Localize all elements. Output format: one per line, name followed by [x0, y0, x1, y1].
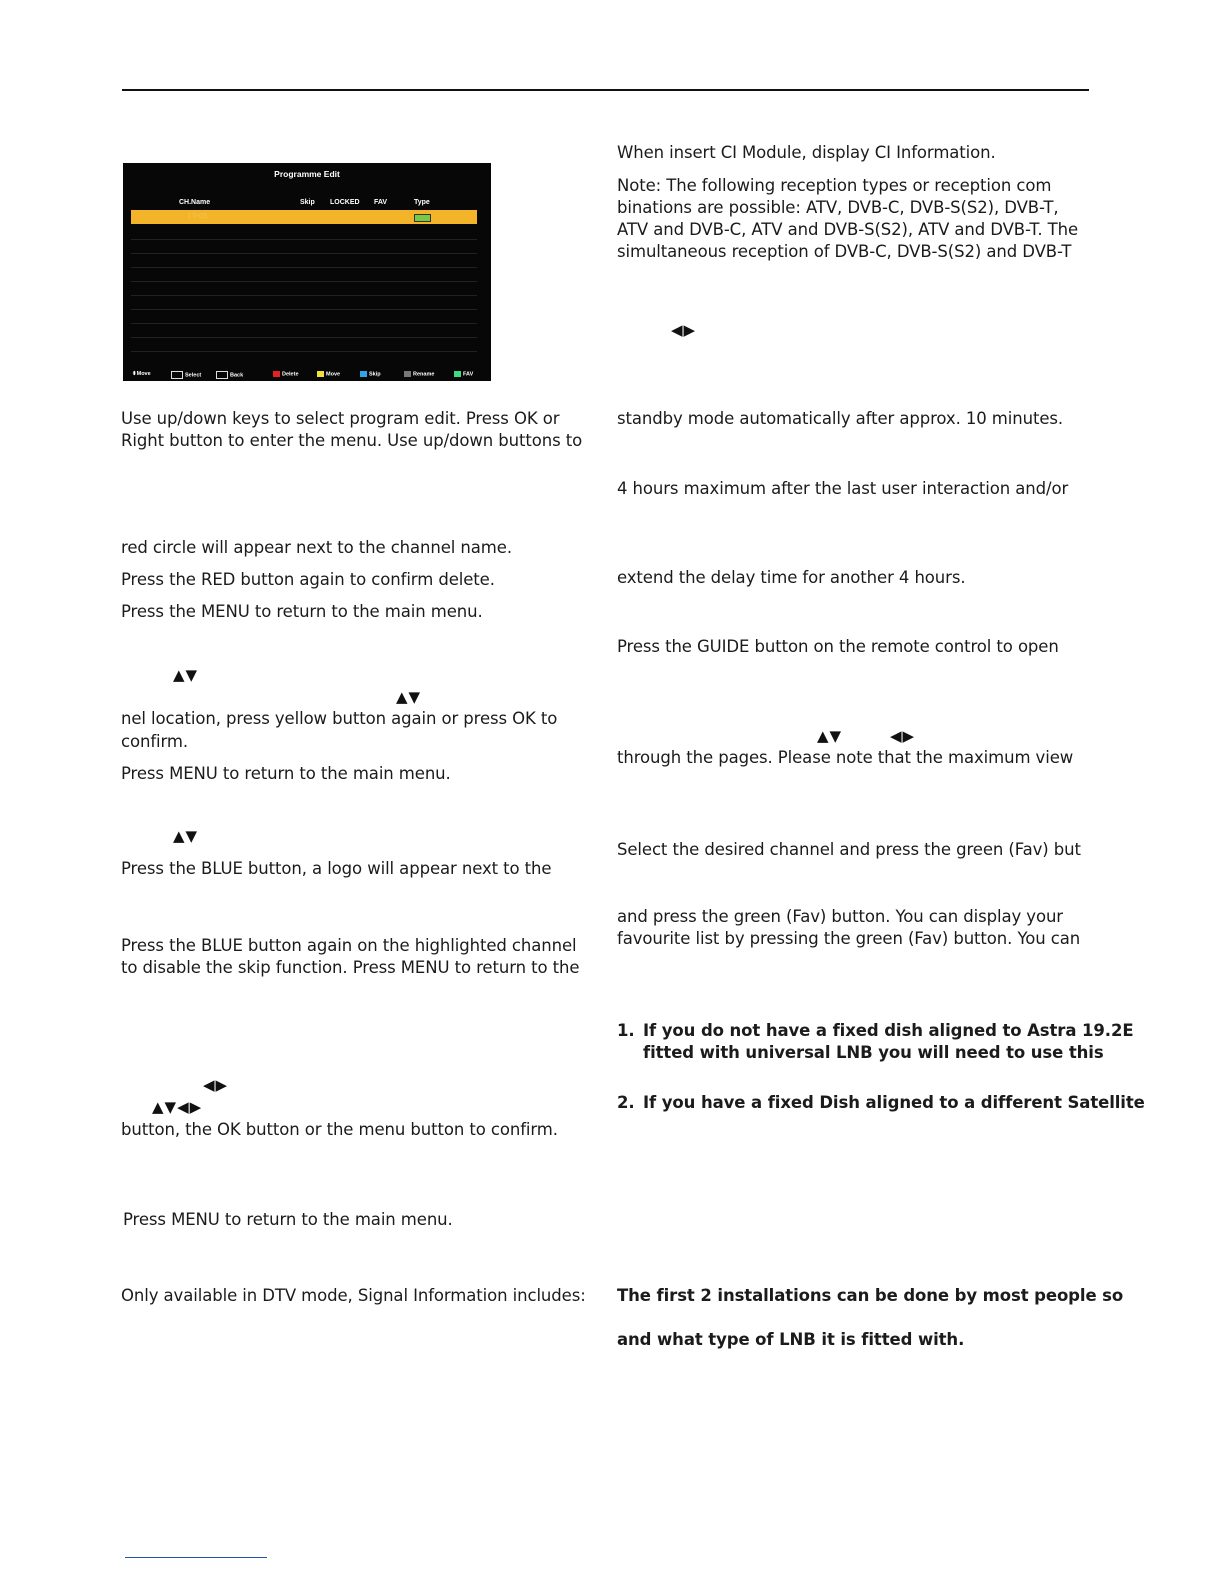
tv-footer-move: ⬍Move — [132, 371, 151, 377]
right-paragraph: standby mode automatically after approx. 10 minutes. — [617, 409, 1064, 428]
tv-footer-select: Select — [171, 371, 201, 379]
left-paragraph: Use up/down keys to select program edit. Press OK or — [121, 409, 560, 428]
left-paragraph: Press the RED button again to confirm delete. — [121, 570, 495, 589]
right-paragraph: Note: The following reception types or reception com — [617, 176, 1052, 195]
right-paragraph: simultaneous reception of DVB-C, DVB-S(S2) and DVB-T — [617, 242, 1072, 261]
right-paragraph: extend the delay time for another 4 hours. — [617, 568, 966, 587]
right-bold-paragraph: The first 2 installations can be done by most people so — [617, 1286, 1124, 1305]
tv-header-chname: CH.Name — [179, 199, 211, 206]
right-paragraph: favourite list by pressing the green (Fav) button. You can — [617, 929, 1081, 948]
left-paragraph: nel location, press yellow button again or press OK to — [121, 709, 558, 728]
tv-footer-back: Back — [216, 371, 243, 379]
right-paragraph: binations are possible: ATV, DVB-C, DVB-S(S2), DVB-T, — [617, 198, 1059, 217]
tv-row-divider — [131, 309, 477, 310]
tv-row-divider — [131, 281, 477, 282]
left-paragraph: to disable the skip function. Press MENU to return to the — [121, 958, 580, 977]
left-paragraph: Press MENU to return to the main menu. — [121, 764, 451, 783]
up-down-arrow-icon: ▲▼ — [173, 666, 199, 684]
up-down-arrow-icon: ▲▼ — [396, 688, 422, 706]
list-number: 1. — [617, 1021, 635, 1040]
header-rule — [122, 89, 1089, 91]
tv-type-badge — [414, 214, 431, 222]
left-paragraph: Press the BLUE button again on the highlighted channel — [121, 936, 577, 955]
tv-footer-rename: Rename — [404, 371, 434, 377]
programme-edit-screenshot — [123, 163, 491, 381]
left-right-arrow-icon: ◀▶ — [203, 1076, 229, 1094]
tv-selected-name: 1 0-03 — [187, 213, 207, 220]
tv-header-type: Type — [414, 199, 430, 206]
left-paragraph: Only available in DTV mode, Signal Information includes: — [121, 1286, 586, 1305]
tv-footer-delete: Delete — [273, 371, 299, 377]
left-paragraph: Press MENU to return to the main menu. — [123, 1210, 453, 1229]
list-number: 2. — [617, 1093, 635, 1112]
tv-row-divider — [131, 323, 477, 324]
tv-row-divider — [131, 337, 477, 338]
tv-footer-move-yellow: Move — [317, 371, 340, 377]
tv-row-divider — [131, 351, 477, 352]
tv-title: Programme Edit — [274, 169, 340, 179]
tv-row-divider — [131, 239, 477, 240]
right-paragraph: ATV and DVB-C, ATV and DVB-S(S2), ATV and DVB-T. The — [617, 220, 1079, 239]
right-paragraph: through the pages. Please note that the maximum view — [617, 748, 1074, 767]
list-item-text: fitted with universal LNB you will need to use this — [643, 1043, 1104, 1062]
left-paragraph: Press the BLUE button, a logo will appear next to the — [121, 859, 552, 878]
up-down-arrow-icon: ▲▼ — [817, 727, 843, 745]
tv-row-divider — [131, 267, 477, 268]
tv-footer-fav: FAV — [454, 371, 473, 377]
tv-header-fav: FAV — [374, 199, 388, 206]
left-right-arrow-icon: ◀▶ — [890, 727, 916, 745]
list-item-text: If you do not have a fixed dish aligned to Astra 19.2E — [643, 1021, 1134, 1040]
tv-header-locked: LOCKED — [330, 199, 360, 206]
left-right-arrow-icon: ◀▶ — [671, 321, 697, 339]
four-way-arrow-icon: ▲▼◀▶ — [152, 1098, 203, 1116]
right-paragraph: Press the GUIDE button on the remote control to open — [617, 637, 1059, 656]
left-paragraph: red circle will appear next to the channel name. — [121, 538, 512, 557]
right-paragraph: When insert CI Module, display CI Information. — [617, 143, 996, 162]
tv-header-skip: Skip — [300, 199, 315, 206]
right-paragraph: Select the desired channel and press the green (Fav) but — [617, 840, 1081, 859]
tv-footer-skip: Skip — [360, 371, 381, 377]
right-bold-paragraph: and what type of LNB it is fitted with. — [617, 1330, 965, 1349]
left-paragraph: confirm. — [121, 732, 189, 751]
left-paragraph: button, the OK button or the menu button to confirm. — [121, 1120, 558, 1139]
footer-rule — [125, 1557, 267, 1558]
left-paragraph: Press the MENU to return to the main menu. — [121, 602, 483, 621]
left-paragraph: Right button to enter the menu. Use up/down buttons to — [121, 431, 583, 450]
right-paragraph: 4 hours maximum after the last user interaction and/or — [617, 479, 1069, 498]
up-down-arrow-icon: ▲▼ — [173, 827, 199, 845]
tv-row-divider — [131, 253, 477, 254]
tv-row-divider — [131, 295, 477, 296]
list-item-text: If you have a fixed Dish aligned to a different Satellite — [643, 1093, 1145, 1112]
right-paragraph: and press the green (Fav) button. You can display your — [617, 907, 1063, 926]
